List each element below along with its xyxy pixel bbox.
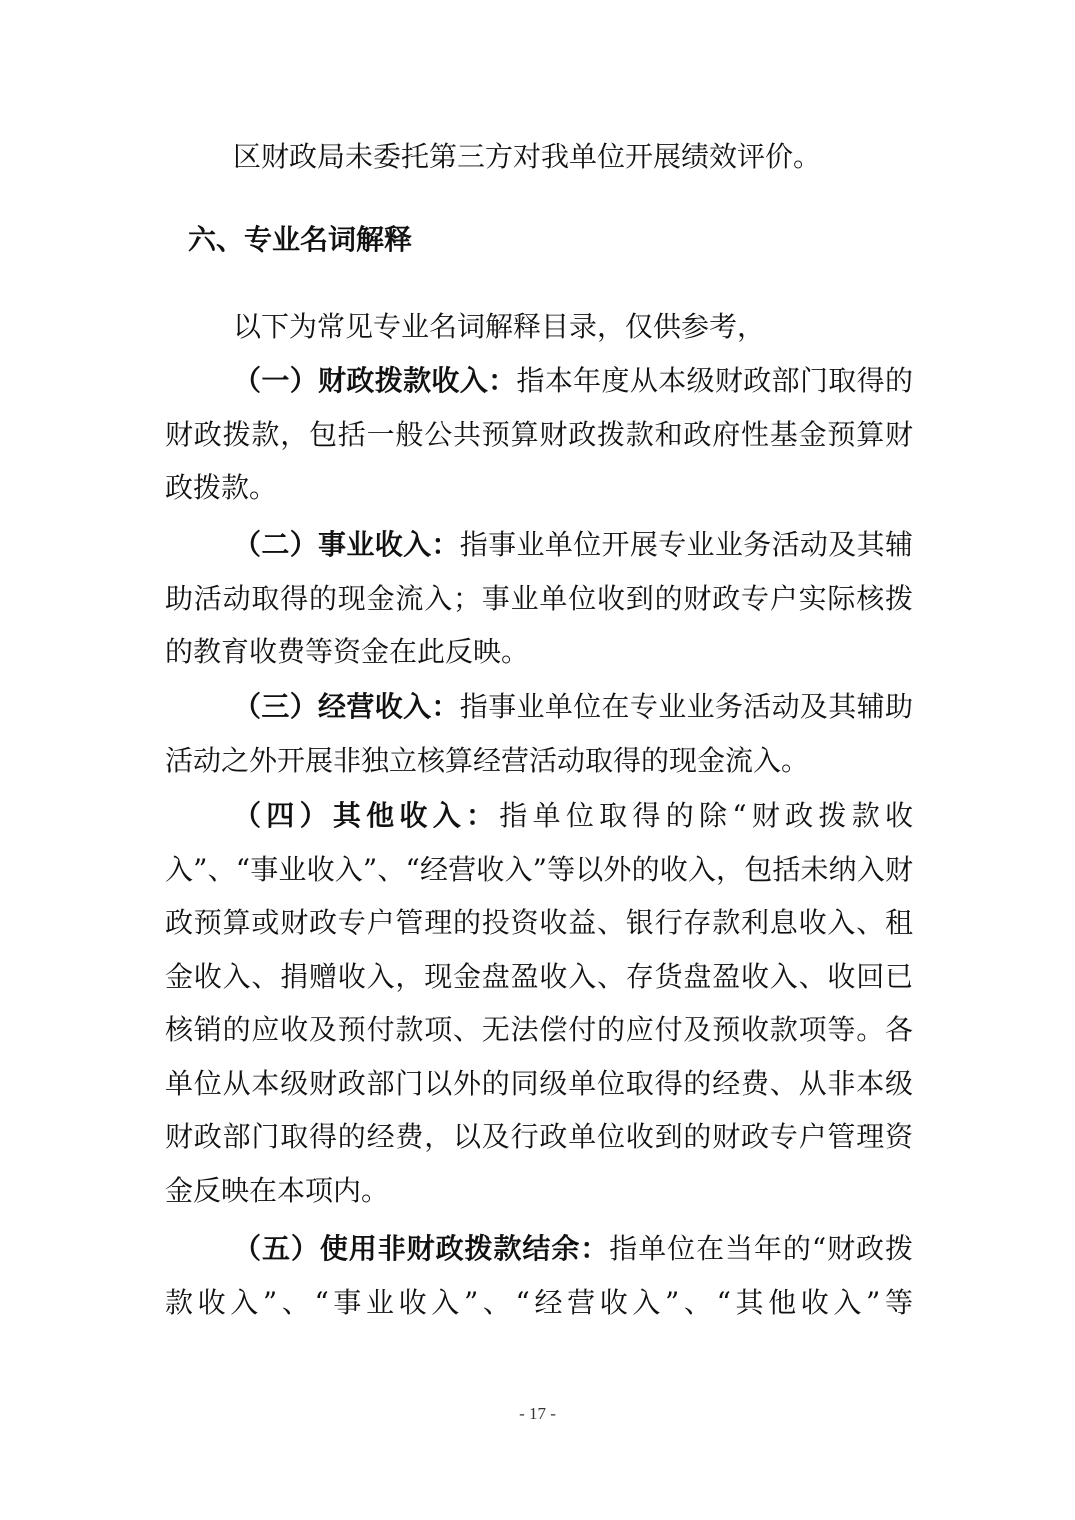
- definition-term: （五）使用非财政拨款结余: [233, 1232, 581, 1265]
- definition-text: 指事业单位在专业业务活动及其辅助活动之外开展非独立核算经营活动取得的现金流入。: [165, 690, 913, 777]
- section-heading: 六、专业名词解释: [188, 223, 413, 256]
- definition-separator: ：: [465, 799, 500, 832]
- definition-1: [165, 354, 913, 515]
- definition-term: （四）其他收入: [233, 799, 466, 832]
- definition-term: （一）财政拨款收入: [233, 364, 489, 397]
- definition-text: 指单位在当年的“财政拨款收入”、“事业收入”、“经营收入”、“其他收入”等: [165, 1232, 913, 1319]
- definition-text: 指本年度从本级财政部门取得的财政拨款，包括一般公共预算财政拨款和政府性基金预算财政拨款。: [165, 364, 913, 504]
- lead-text: 以下为常见专业名词解释目录，仅供参考，: [233, 310, 766, 343]
- lead-paragraph: [165, 300, 913, 354]
- intro-text: 区财政局未委托第三方对我单位开展绩效评价。: [233, 140, 822, 173]
- definition-term: （三）经营收入: [233, 690, 432, 723]
- definition-separator: ：: [431, 528, 460, 561]
- definition-separator: ：: [431, 690, 460, 723]
- definition-text: 指事业单位开展专业业务活动及其辅助活动取得的现金流入；事业单位收到的财政专户实际核拨的教育收费等资金在此反映。: [165, 528, 913, 668]
- definition-separator: ：: [580, 1232, 610, 1265]
- definition-2: [165, 518, 913, 679]
- definition-3: [165, 680, 913, 787]
- definition-separator: ：: [488, 364, 517, 397]
- definition-term: （二）事业收入: [233, 528, 432, 561]
- intro-paragraph: [165, 130, 913, 184]
- definition-5: [165, 1222, 913, 1329]
- definition-text: 指单位取得的除“财政拨款收入”、“事业收入”、“经营收入”等以外的收入，包括未纳入财政预算或财政专户管理的投资收益、银行存款利息收入、租金收入、捐赠收入，现金盘盈收入、存货盘盈收入、收回已核销的应收及预付款项、无法偿付的应付及预收款项等。各单位从本级财政部门以外的同级单位取得的经费、从非本级财政部门取得的经费，以及行政单位收到的财政专户管理资金反映在本项内。: [165, 799, 913, 1207]
- definition-4: [165, 789, 913, 1217]
- page-number: - 17 -: [519, 1404, 556, 1423]
